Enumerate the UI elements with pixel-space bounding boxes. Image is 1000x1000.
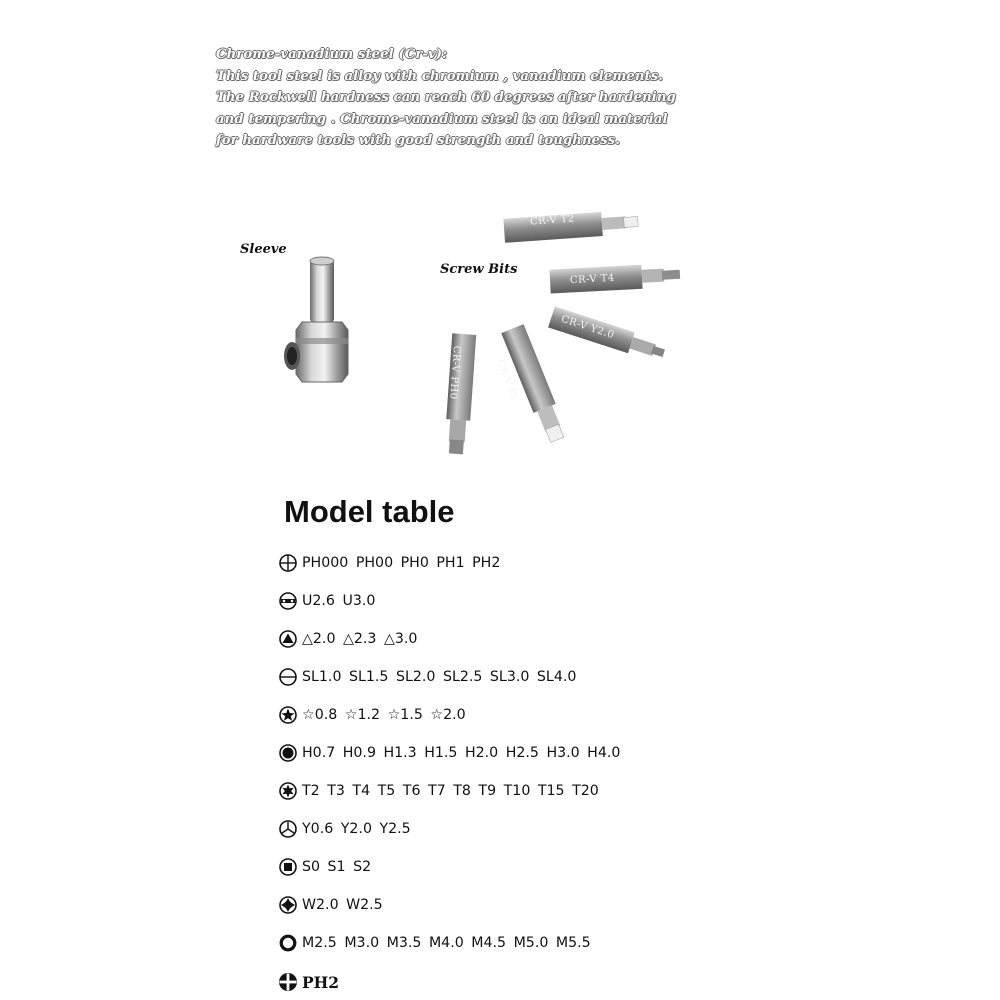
bit-label: CR-V T4	[569, 272, 616, 287]
pentalobe-icon	[278, 705, 298, 725]
model-table-title: Model table	[284, 494, 455, 529]
intro-line: Chrome-vanadium steel (Cr-v):	[216, 47, 448, 62]
sleeve-image	[268, 252, 368, 392]
model-row	[278, 893, 383, 917]
model-row	[278, 703, 466, 727]
model-row-text: PH000 PH00 PH0 PH1 PH2	[302, 555, 501, 571]
model-row-text: △2.0 △2.3 △3.0	[302, 631, 418, 647]
socket-ring-icon	[278, 933, 298, 953]
model-row	[278, 779, 599, 803]
model-row-text: H0.7 H0.9 H1.3 H1.5 H2.0 H2.5 H3.0 H4.0	[302, 745, 621, 761]
intro-line: for hardware tools with good strength and toughness.	[216, 133, 620, 148]
triangle-icon	[278, 629, 298, 649]
bit-label: CR-V T2	[529, 213, 576, 228]
model-row	[278, 855, 371, 879]
screw-bits-caption: Screw Bits	[440, 262, 518, 277]
bit-label: CR-V PH0	[447, 345, 462, 400]
phillips-icon	[278, 553, 298, 573]
model-row-text: Y0.6 Y2.0 Y2.5	[302, 821, 411, 837]
intro-line: and tempering . Chrome-vanadium steel is an ideal material	[216, 111, 668, 127]
intro-text	[216, 44, 696, 152]
bit-label: CR-V I5	[493, 358, 520, 402]
intro-line: This tool steel is alloy with chromium , vanadium elements.	[216, 68, 663, 84]
model-row	[278, 589, 375, 613]
bit-i5-image	[486, 322, 586, 452]
tri-wing-icon	[278, 819, 298, 839]
slotted-icon	[278, 667, 298, 687]
model-row-text: M2.5 M3.0 M3.5 M4.0 M4.5 M5.0 M5.5	[302, 935, 591, 951]
model-row	[278, 665, 576, 689]
model-row-text: SL1.0 SL1.5 SL2.0 SL2.5 SL3.0 SL4.0	[302, 669, 577, 685]
hex-icon	[278, 743, 298, 763]
model-row-text: W2.0 W2.5	[302, 897, 383, 913]
model-row	[278, 970, 339, 994]
sleeve-caption: Sleeve	[240, 242, 287, 257]
bit-t2-image	[498, 200, 648, 250]
product-photo	[0, 180, 1000, 480]
model-row-text: ☆0.8 ☆1.2 ☆1.5 ☆2.0	[302, 707, 466, 723]
model-row	[278, 817, 411, 841]
model-row-text: T2 T3 T4 T5 T6 T7 T8 T9 T10 T15 T20	[302, 783, 599, 799]
model-row-text: U2.6 U3.0	[302, 593, 376, 609]
bit-label: CR-V Y2.0	[559, 313, 616, 342]
model-row	[278, 931, 591, 955]
w-shape-icon	[278, 895, 298, 915]
model-row	[278, 741, 620, 765]
model-row-text: PH2	[302, 972, 340, 992]
ph2-cross-icon	[278, 972, 298, 992]
intro-line: The Rockwell hardness can reach 60 degrees after hardening	[216, 90, 676, 105]
model-row	[278, 627, 417, 651]
u-shape-icon	[278, 591, 298, 611]
model-row-text: S0 S1 S2	[302, 859, 372, 875]
model-row	[278, 551, 500, 575]
torx-icon	[278, 781, 298, 801]
square-icon	[278, 857, 298, 877]
